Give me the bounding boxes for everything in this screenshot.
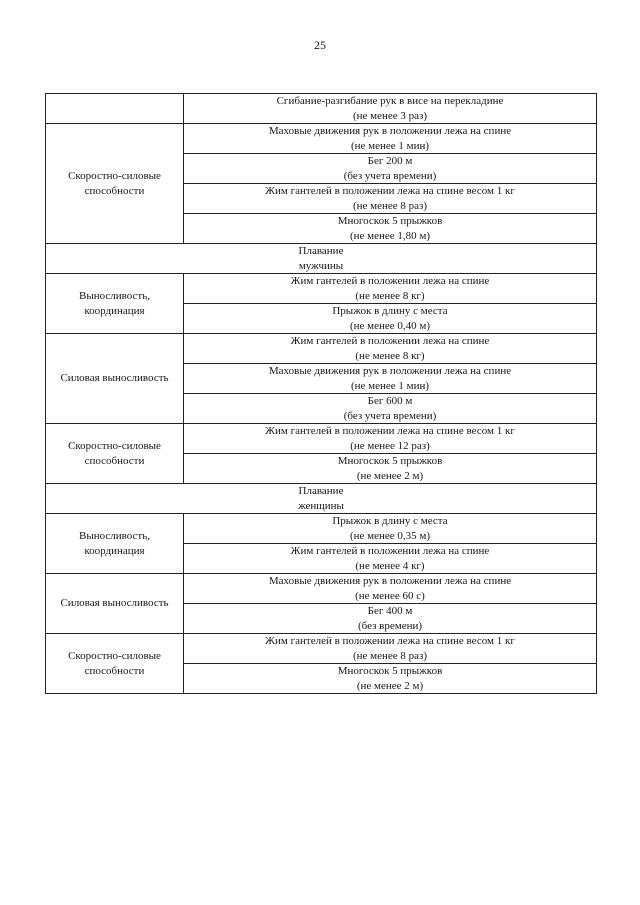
table-row xyxy=(46,514,597,544)
exercise-cell xyxy=(184,154,597,184)
exercise-name: Жим гантелей в положении лежа на спине весом 1 кг xyxy=(265,635,515,647)
exercise-cell xyxy=(184,394,597,424)
exercise-cell xyxy=(184,364,597,394)
exercise-cell xyxy=(184,634,597,664)
exercise-name: Бег 600 м xyxy=(367,395,413,407)
table-row xyxy=(46,634,597,664)
category-cell: Скоростно-силовые способности xyxy=(46,424,184,484)
section-heading-line: Плавание xyxy=(298,485,344,497)
exercise-norm: (не менее 2 м) xyxy=(356,469,424,482)
exercise-cell xyxy=(184,604,597,634)
section-heading-line: женщины xyxy=(298,499,344,512)
exercise-norm: (не менее 12 раз) xyxy=(350,439,430,452)
exercise-cell xyxy=(184,274,597,304)
category-cell: Выносливость, координация xyxy=(46,514,184,574)
exercise-name: Маховые движения рук в положении лежа на спине xyxy=(268,125,512,137)
exercise-cell xyxy=(184,94,597,124)
exercise-norm: (не менее 60 с) xyxy=(355,589,425,602)
section-heading-cell xyxy=(46,484,597,514)
exercise-cell xyxy=(184,184,597,214)
exercise-cell xyxy=(184,304,597,334)
standards-table xyxy=(45,93,597,694)
exercise-name: Сгибание-разгибание рук в висе на перекладине xyxy=(276,95,504,107)
exercise-cell xyxy=(184,574,597,604)
category-cell: Силовая выносливость xyxy=(46,574,184,634)
table-row xyxy=(46,574,597,604)
exercise-cell xyxy=(184,514,597,544)
table-row xyxy=(46,424,597,454)
exercise-norm: (без учета времени) xyxy=(343,409,437,422)
exercise-norm: (без времени) xyxy=(357,619,423,632)
exercise-name: Прыжок в длину с места xyxy=(332,305,448,317)
exercise-norm: (не менее 2 м) xyxy=(356,679,424,692)
exercise-norm: (не менее 1,80 м) xyxy=(349,229,431,242)
section-heading-cell xyxy=(46,244,597,274)
exercise-norm: (не менее 3 раз) xyxy=(352,109,428,122)
category-cell: Скоростно-силовые способности xyxy=(46,634,184,694)
category-cell: Скоростно-силовые способности xyxy=(46,124,184,244)
section-heading-line: мужчины xyxy=(298,259,344,272)
exercise-name: Маховые движения рук в положении лежа на спине xyxy=(268,365,512,377)
exercise-norm: (не менее 8 раз) xyxy=(352,649,428,662)
section-heading-line: Плавание xyxy=(298,245,344,257)
exercise-name: Бег 200 м xyxy=(367,155,413,167)
exercise-norm: (не менее 1 мин) xyxy=(350,379,430,392)
exercise-name: Жим гантелей в положении лежа на спине xyxy=(290,335,490,347)
exercise-name: Жим гантелей в положении лежа на спине весом 1 кг xyxy=(265,185,515,197)
exercise-cell xyxy=(184,214,597,244)
category-cell: Выносливость, координация xyxy=(46,274,184,334)
exercise-norm: (не менее 0,35 м) xyxy=(349,529,431,542)
exercise-name: Жим гантелей в положении лежа на спине xyxy=(290,545,490,557)
exercise-norm: (не менее 8 кг) xyxy=(355,289,425,302)
page-number: 25 xyxy=(314,38,326,52)
category-cell: Силовая выносливость xyxy=(46,334,184,424)
exercise-name: Жим гантелей в положении лежа на спине весом 1 кг xyxy=(265,425,515,437)
exercise-cell xyxy=(184,124,597,154)
exercise-cell xyxy=(184,334,597,364)
category-cell xyxy=(46,94,184,124)
section-row xyxy=(46,484,597,514)
table-row xyxy=(46,334,597,364)
exercise-norm: (не менее 8 кг) xyxy=(355,349,425,362)
exercise-cell xyxy=(184,424,597,454)
exercise-name: Многоскок 5 прыжков xyxy=(337,455,443,467)
exercise-name: Маховые движения рук в положении лежа на спине xyxy=(268,575,512,587)
exercise-norm: (не менее 1 мин) xyxy=(350,139,430,152)
exercise-cell xyxy=(184,664,597,694)
table-row xyxy=(46,274,597,304)
section-row xyxy=(46,244,597,274)
exercise-name: Многоскок 5 прыжков xyxy=(337,215,443,227)
exercise-name: Бег 400 м xyxy=(367,605,413,617)
exercise-norm: (не менее 0,40 м) xyxy=(349,319,431,332)
exercise-cell xyxy=(184,544,597,574)
exercise-cell xyxy=(184,454,597,484)
exercise-name: Жим гантелей в положении лежа на спине xyxy=(290,275,490,287)
exercise-name: Прыжок в длину с места xyxy=(332,515,448,527)
standards-table-body xyxy=(46,94,597,694)
table-row xyxy=(46,124,597,154)
exercise-norm: (не менее 4 кг) xyxy=(355,559,425,572)
exercise-norm: (не менее 8 раз) xyxy=(352,199,428,212)
table-row xyxy=(46,94,597,124)
exercise-norm: (без учета времени) xyxy=(343,169,437,182)
exercise-name: Многоскок 5 прыжков xyxy=(337,665,443,677)
